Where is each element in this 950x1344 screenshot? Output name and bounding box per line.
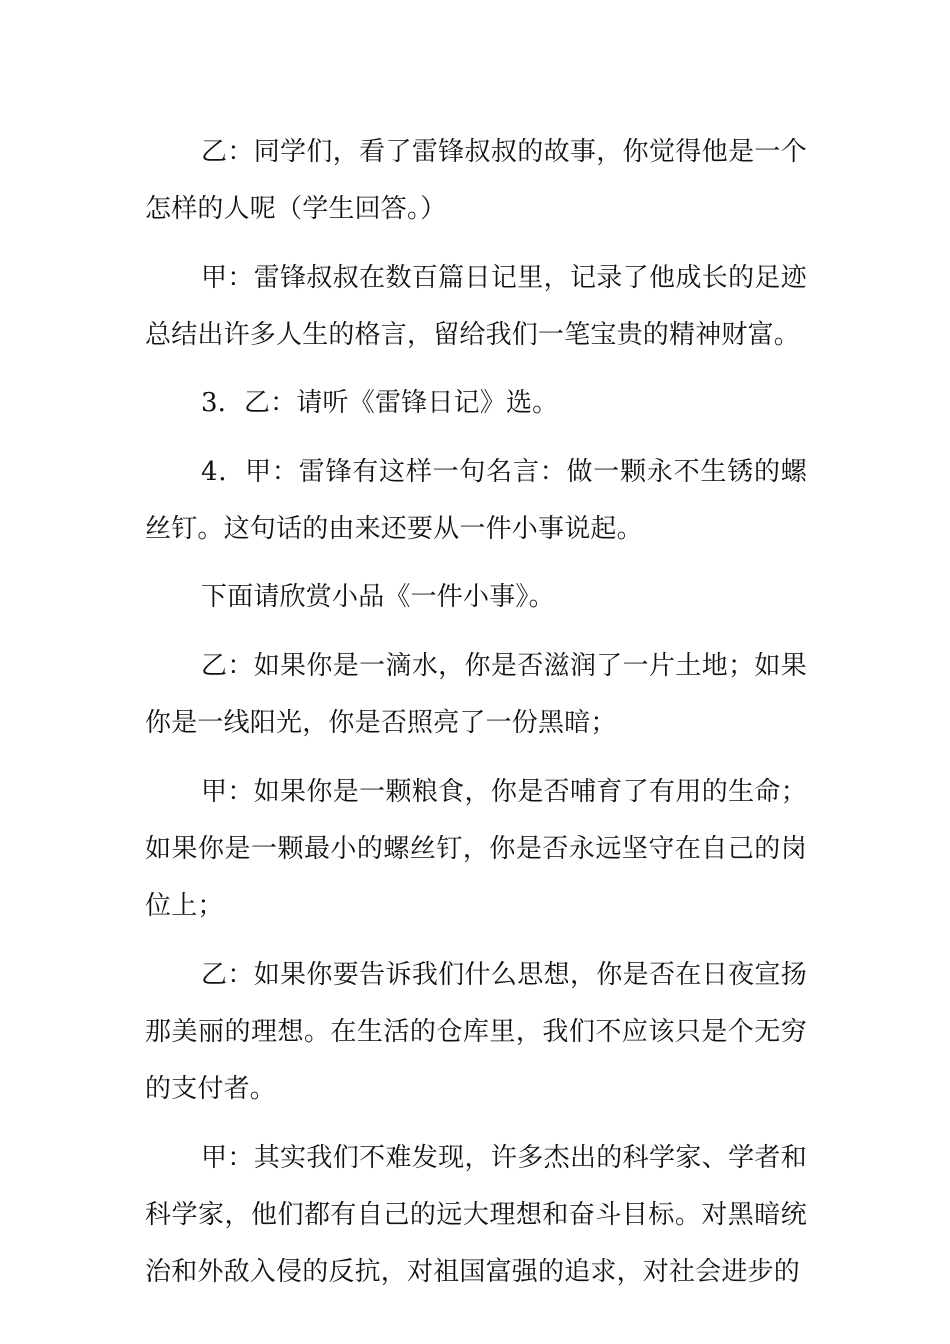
paragraph-item-4: 4．甲：雷锋有这样一句名言：做一颗永不生锈的螺丝钉。这句话的由来还要从一件小事说起。 — [145, 456, 807, 545]
paragraph-jia-diary: 甲：雷锋叔叔在数百篇日记里，记录了他成长的足迹总结出许多人生的格言，留给我们一笔宝贵的精神财富。 — [145, 262, 807, 350]
paragraph-yi-question: 乙：同学们，看了雷锋叔叔的故事，你觉得他是一个怎样的人呢（学生回答。） — [145, 137, 807, 225]
paragraph-yi-water: 乙：如果你是一滴水，你是否滋润了一片土地；如果你是一线阳光，你是否照亮了一份黑暗； — [145, 650, 807, 739]
paragraph-yi-thought: 乙：如果你要告诉我们什么思想，你是否在日夜宣扬那美丽的理想。在生活的仓库里，我们不应该只是个无穷的支付者。 — [145, 959, 807, 1105]
paragraph-jia-scientists: 甲：其实我们不难发现，许多杰出的科学家、学者和科学家，他们都有自己的远大理想和奋斗目标。对黑暗统治和外敌入侵的反抗，对祖国富强的追求，对社会进步的 — [145, 1142, 807, 1288]
paragraph-jia-grain: 甲：如果你是一颗粮食，你是否哺育了有用的生命；如果你是一颗最小的螺丝钉，你是否永远坚守在自己的岗位上； — [145, 776, 807, 922]
paragraph-item-3: 3．乙：请听《雷锋日记》选。 — [201, 388, 559, 419]
paragraph-skit-intro: 下面请欣赏小品《一件小事》。 — [201, 582, 555, 613]
document-page — [145, 124, 807, 1312]
